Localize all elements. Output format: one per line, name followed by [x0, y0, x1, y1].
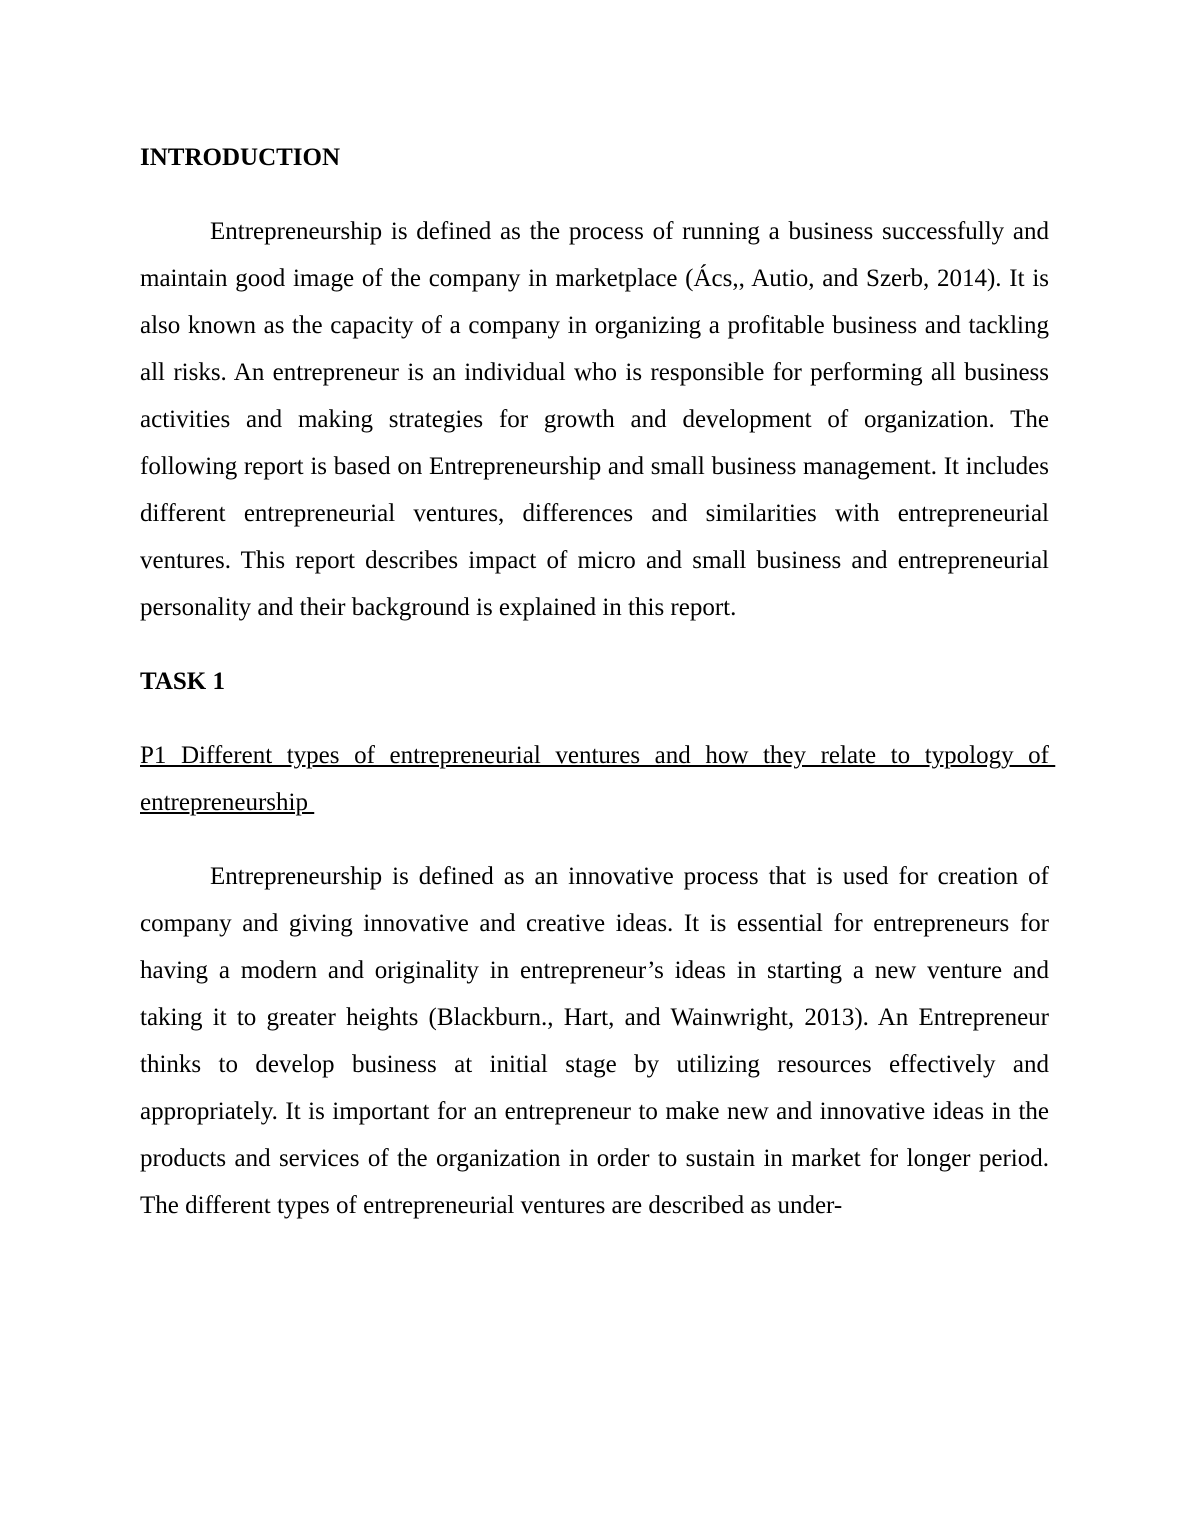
spacer [140, 631, 1049, 658]
introduction-heading: INTRODUCTION [140, 144, 341, 171]
page-content [140, 134, 1056, 1229]
spacer [140, 181, 1049, 208]
spacer [140, 826, 1049, 853]
p1-paragraph: Entrepreneurship is defined as an innovative process that is used for creation of company and giving innovative and creative ideas. It is essential for entrepreneurs for having a modern and originality in entrepreneur’s ideas in starting a new venture and taking it to greater heights (Blackburn., Hart, and Wainwright, 2013). An Entrepreneur thinks to develop business at initial stage by utilizing resources effectively and appropriately. It is important for an entrepreneur to make new and innovative ideas in the products and services of the organization in order to sustain in market for longer period. The different types of entrepreneurial ventures are described as under- [140, 863, 1049, 1219]
spacer [140, 705, 1049, 732]
task-1-heading: TASK 1 [140, 668, 225, 695]
introduction-paragraph: Entrepreneurship is defined as the process of running a business successfully and maintain good image of the company in marketplace (Ács,, Autio, and Szerb, 2014). It is also known as the capacity of a company in organizing a profitable business and tackling all risks. An entrepreneur is an individual who is responsible for performing all business activities and making strategies for growth and development of organization. The following report is based on Entrepreneurship and small business management. It includes different entrepreneurial ventures, differences and similarities with entrepreneurial ventures. This report describes impact of micro and small business and entrepreneurial personality and their background is explained in this report. [140, 218, 1049, 621]
p1-subheading: P1 Different types of entrepreneurial ventures and how they relate to typology of entrepreneurship [140, 742, 1056, 816]
